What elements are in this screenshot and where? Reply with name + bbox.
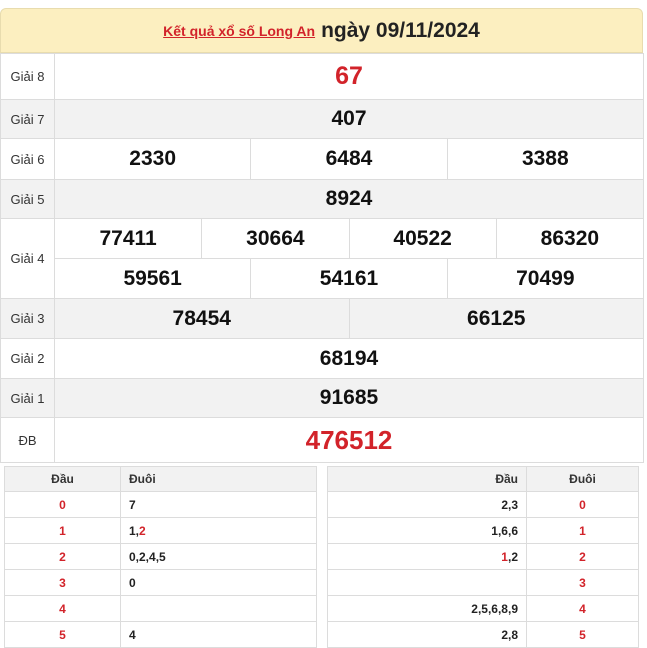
prize-row-2 bbox=[1, 339, 644, 379]
prize-row-4 bbox=[1, 219, 644, 299]
row-values: 7 bbox=[121, 492, 317, 518]
prize-label: Giải 7 bbox=[1, 100, 55, 139]
prize-label: Giải 4 bbox=[1, 219, 55, 299]
prize-label: Giải 3 bbox=[1, 299, 55, 339]
row-values: 1,6,6 bbox=[328, 518, 527, 544]
prize-number: 86320 bbox=[496, 219, 643, 258]
duoi-table-header bbox=[328, 467, 639, 492]
prize-number: 6484 bbox=[250, 139, 446, 179]
row-key: 5 bbox=[5, 622, 121, 648]
prize-number: 59561 bbox=[123, 266, 182, 290]
table-row bbox=[5, 570, 317, 596]
prize-number: 8924 bbox=[55, 180, 644, 219]
prize-number: 70499 bbox=[447, 259, 643, 298]
duoi-table bbox=[327, 466, 639, 648]
prize-label: Giải 1 bbox=[1, 379, 55, 418]
draw-date: ngày 09/11/2024 bbox=[321, 18, 480, 42]
table-row bbox=[5, 596, 317, 622]
prize-row-6 bbox=[1, 139, 644, 180]
table-row bbox=[5, 544, 317, 570]
row-key: 3 bbox=[527, 570, 639, 596]
row-values: 0,2,4,5 bbox=[121, 544, 317, 570]
table-row bbox=[328, 622, 639, 648]
dau-table bbox=[4, 466, 317, 648]
row-key: 1 bbox=[5, 518, 121, 544]
row-key: 3 bbox=[5, 570, 121, 596]
prize-number: 3388 bbox=[447, 139, 643, 179]
col-duoi: Đuôi bbox=[121, 467, 317, 492]
row-values bbox=[121, 518, 317, 544]
prize-number: 91685 bbox=[55, 379, 644, 418]
results-table bbox=[0, 53, 644, 463]
dau-table-header bbox=[5, 467, 317, 492]
prize-label: Giải 6 bbox=[1, 139, 55, 180]
prize-row-3 bbox=[1, 299, 644, 339]
prize-number: 407 bbox=[55, 100, 644, 139]
prize-row-1 bbox=[1, 379, 644, 418]
value-plain: 1, bbox=[129, 523, 140, 538]
province-results-link[interactable]: Kết quả xổ số Long An bbox=[163, 22, 316, 39]
prize-number: 78454 bbox=[172, 306, 231, 330]
row-values: 4 bbox=[121, 622, 317, 648]
table-row bbox=[328, 492, 639, 518]
value-plain: ,2 bbox=[507, 549, 518, 564]
row-values bbox=[121, 596, 317, 622]
row-values bbox=[328, 570, 527, 596]
row-values bbox=[328, 544, 527, 570]
value-highlight: 2 bbox=[139, 523, 146, 538]
table-row bbox=[328, 596, 639, 622]
prize-number: 40522 bbox=[349, 219, 496, 258]
row-key: 5 bbox=[527, 622, 639, 648]
prize-row-8 bbox=[1, 54, 644, 100]
prize-number: 66125 bbox=[349, 299, 644, 338]
prize-number: 68194 bbox=[55, 339, 644, 379]
row-key: 2 bbox=[5, 544, 121, 570]
prize-label: Giải 2 bbox=[1, 339, 55, 379]
table-row bbox=[328, 570, 639, 596]
table-row bbox=[5, 518, 317, 544]
row-key: 0 bbox=[5, 492, 121, 518]
prize-number: 2330 bbox=[129, 147, 177, 170]
prize-label: Giải 8 bbox=[1, 54, 55, 100]
col-dau: Đầu bbox=[328, 467, 527, 492]
prize-row-7 bbox=[1, 100, 644, 139]
table-row bbox=[5, 492, 317, 518]
row-key: 4 bbox=[527, 596, 639, 622]
col-dau: Đầu bbox=[5, 467, 121, 492]
row-key: 4 bbox=[5, 596, 121, 622]
special-prize-number: 476512 bbox=[55, 418, 644, 463]
row-values: 0 bbox=[121, 570, 317, 596]
row-key: 0 bbox=[527, 492, 639, 518]
results-header bbox=[0, 8, 643, 53]
prize-label: Giải 5 bbox=[1, 180, 55, 219]
prize-number: 77411 bbox=[99, 226, 157, 250]
row-key: 2 bbox=[527, 544, 639, 570]
table-row bbox=[328, 544, 639, 570]
table-row bbox=[328, 518, 639, 544]
value-highlight: 1 bbox=[501, 549, 508, 564]
prize-row-5 bbox=[1, 180, 644, 219]
prize-number: 30664 bbox=[201, 219, 348, 258]
prize-number: 67 bbox=[55, 54, 644, 100]
col-duoi: Đuôi bbox=[527, 467, 639, 492]
row-values: 2,8 bbox=[328, 622, 527, 648]
prize-label: ĐB bbox=[1, 418, 55, 463]
table-row bbox=[5, 622, 317, 648]
row-values: 2,5,6,8,9 bbox=[328, 596, 527, 622]
prize-row-special bbox=[1, 418, 644, 463]
row-key: 1 bbox=[527, 518, 639, 544]
prize-number: 54161 bbox=[250, 259, 446, 298]
row-values: 2,3 bbox=[328, 492, 527, 518]
